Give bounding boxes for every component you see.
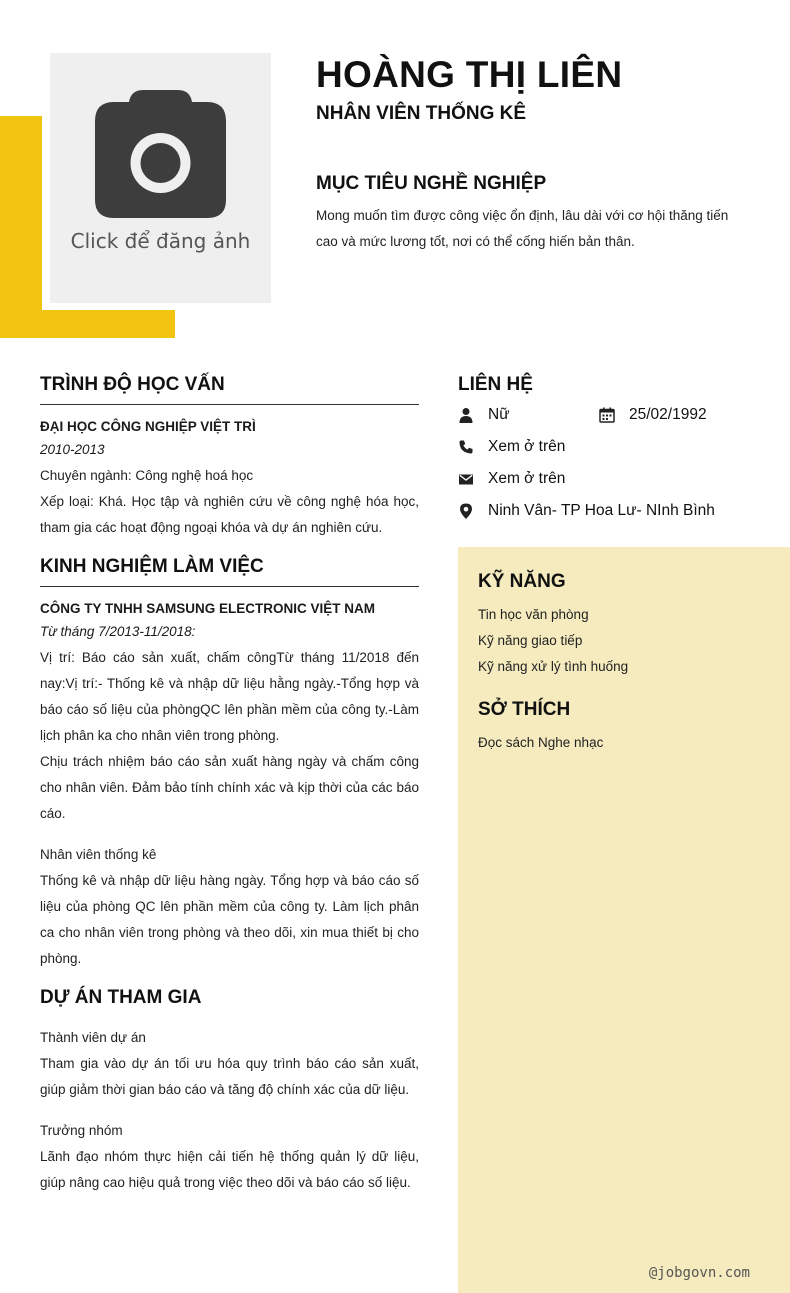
skills-heading: KỸ NĂNG	[478, 571, 566, 592]
projects-heading: DỰ ÁN THAM GIA	[40, 987, 202, 1008]
project-role: Thành viên dự án	[40, 1030, 146, 1045]
contact-birthdate	[599, 406, 707, 424]
education-description: Xếp loại: Khá. Học tập và nghiên cứu về công nghệ hóa học, tham gia các hoạt động ngoại khóa và dự án nghiên cứu.	[40, 494, 419, 535]
contact-email-value: Xem ở trên	[488, 470, 566, 487]
experience-description-3: Thống kê và nhập dữ liệu hàng ngày. Tổng hợp và báo cáo số liệu của phòng QC lên phần mềm của công ty. Làm lịch phân ca cho nhân viên trong phòng và theo dõi, xin mua thiết bị cho phòng.	[40, 873, 419, 966]
skill-item: Kỹ năng xử lý tình huống	[478, 659, 629, 674]
contact-gender-value: Nữ	[488, 406, 510, 423]
person-icon	[458, 407, 474, 423]
photo-upload[interactable]	[50, 53, 271, 303]
accent-bar-horizontal	[0, 310, 175, 338]
camera-icon	[95, 90, 226, 218]
experience-role-2: Nhân viên thống kê	[40, 847, 157, 862]
contact-phone	[458, 438, 565, 456]
hobbies-text: Đọc sách Nghe nhạc	[478, 735, 604, 750]
objective-heading: MỤC TIÊU NGHỀ NGHIỆP	[316, 173, 547, 194]
objective-text: Mong muốn tìm được công việc ổn định, lâu dài với cơ hội thăng tiến cao và mức lương tốt, nơi có thể cống hiến bản thân.	[316, 208, 729, 249]
location-pin-icon	[458, 503, 474, 519]
hobbies-heading: SỞ THÍCH	[478, 699, 571, 720]
skill-item: Tin học văn phòng	[478, 607, 589, 622]
photo-upload-label: Click để đăng ảnh	[70, 229, 251, 253]
contact-gender	[458, 406, 510, 424]
education-school: ĐẠI HỌC CÔNG NGHIỆP VIỆT TRÌ	[40, 419, 256, 434]
experience-heading: KINH NGHIỆM LÀM VIỆC	[40, 556, 419, 587]
project-description: Lãnh đạo nhóm thực hiện cải tiến hệ thống quản lý dữ liệu, giúp nâng cao hiệu quả trong việc theo dõi và báo cáo số liệu.	[40, 1149, 419, 1190]
contact-phone-value: Xem ở trên	[488, 438, 566, 455]
experience-description-1: Vị trí: Báo cáo sản xuất, chấm côngTừ tháng 11/2018 đến nay:Vị trí:- Thống kê và nhập dữ liệu hằng ngày.-Tổng hợp và báo cáo số liệu của phòngQC lên phần mềm của công ty.-Làm lịch phân ka cho nhân viên trong phòng.	[40, 650, 419, 743]
contact-birthdate-value: 25/02/1992	[629, 406, 707, 423]
education-major: Chuyên ngành: Công nghệ hoá học	[40, 468, 254, 483]
experience-company: CÔNG TY TNHH SAMSUNG ELECTRONIC VIỆT NAM	[40, 601, 376, 616]
contact-address-value: Ninh Vân- TP Hoa Lư- NInh Bình	[488, 502, 715, 519]
project-description: Tham gia vào dự án tối ưu hóa quy trình báo cáo sản xuất, giúp giảm thời gian báo cáo và tăng độ chính xác của dữ liệu.	[40, 1056, 419, 1097]
contact-heading: LIÊN HỆ	[458, 374, 533, 395]
skill-item: Kỹ năng giao tiếp	[478, 633, 583, 648]
phone-icon	[458, 439, 474, 455]
contact-email	[458, 470, 565, 488]
mail-icon	[458, 471, 474, 487]
skills-list	[478, 602, 628, 680]
experience-description-2: Chịu trách nhiệm báo cáo sản xuất hàng ngày và chấm công cho nhân viên. Đảm bảo tính chính xác và kịp thời của các báo cáo.	[40, 754, 419, 821]
candidate-name: HOÀNG THỊ LIÊN	[316, 54, 623, 95]
accent-bar-vertical	[0, 116, 42, 338]
project-role: Trưởng nhóm	[40, 1123, 123, 1138]
calendar-icon	[599, 407, 615, 423]
watermark: @jobgovn.com	[648, 1265, 750, 1281]
sidebar-panel	[458, 547, 790, 1293]
main-column	[40, 374, 419, 1196]
education-period: 2010-2013	[40, 442, 105, 457]
contact-address	[458, 502, 715, 520]
experience-period: Từ tháng 7/2013-11/2018:	[40, 624, 196, 639]
education-heading: TRÌNH ĐỘ HỌC VẤN	[40, 374, 419, 405]
job-title: NHÂN VIÊN THỐNG KÊ	[316, 103, 527, 124]
